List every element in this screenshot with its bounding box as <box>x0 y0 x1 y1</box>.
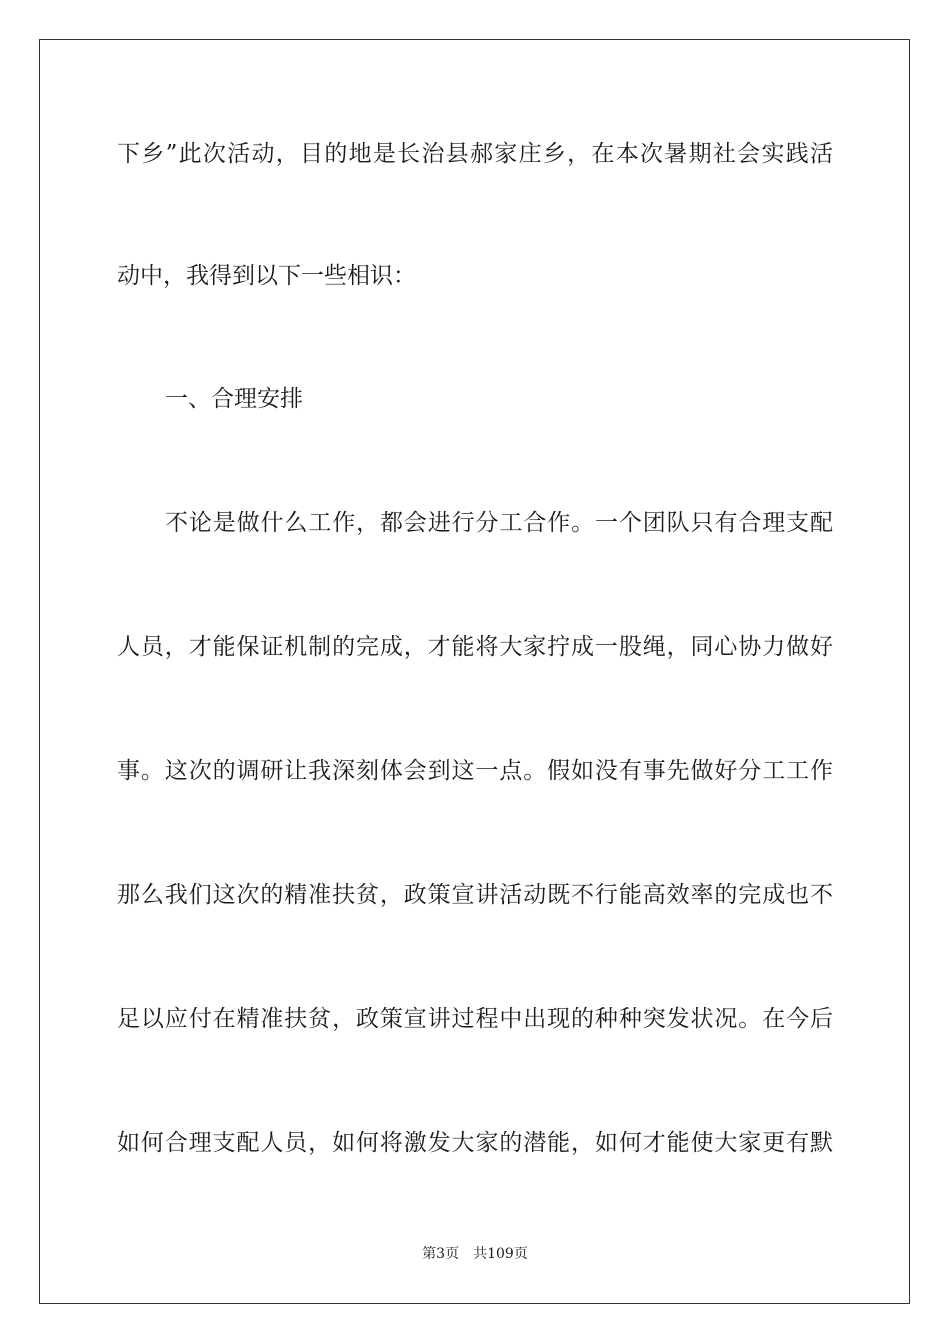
page-footer <box>0 1245 950 1263</box>
body-text-line-9: 如何合理支配人员，如何将激发大家的潜能，如何才能使大家更有默 <box>117 1130 833 1156</box>
page-number: 第3页 <box>422 1246 460 1262</box>
body-text-line-4: 不论是做什么工作，都会进行分工合作。一个团队只有合理支配 <box>165 510 833 536</box>
body-text-line-6: 事。这次的调研让我深刻体会到这一点。假如没有事先做好分工工作 <box>117 758 833 784</box>
body-text-line-5: 人员，才能保证机制的完成，才能将大家拧成一股绳，同心协力做好 <box>117 634 833 660</box>
section-heading: 一、合理安排 <box>165 386 303 412</box>
page-border <box>39 39 910 1304</box>
page-total: 共109页 <box>473 1246 528 1262</box>
body-text-line-2: 动中，我得到以下一些相识： <box>117 263 416 289</box>
body-text-line-1: 下乡”此次活动，目的地是长治县郝家庄乡，在本次暑期社会实践活 <box>117 141 833 167</box>
body-text-line-7: 那么我们这次的精准扶贫，政策宣讲活动既不行能高效率的完成也不 <box>117 882 833 908</box>
body-text-line-8: 足以应付在精准扶贫，政策宣讲过程中出现的种种突发状况。在今后 <box>117 1006 833 1032</box>
